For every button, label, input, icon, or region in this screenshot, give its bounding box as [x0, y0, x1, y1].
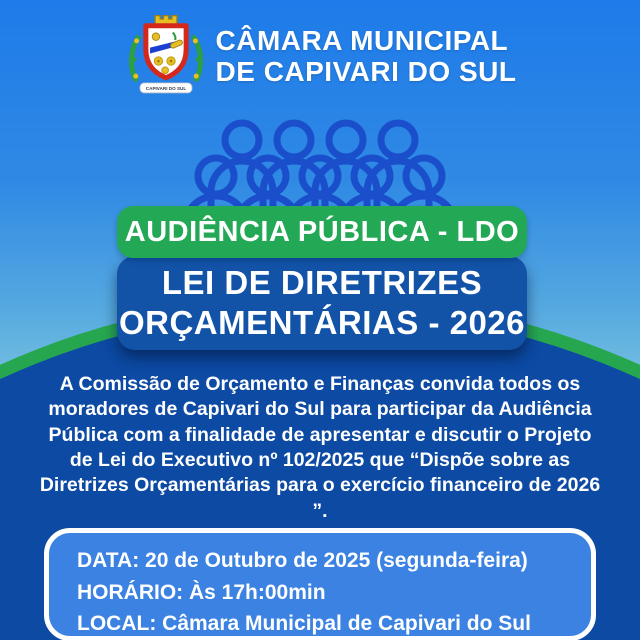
crest-ribbon-text: CAPIVARI DO SUL: [145, 86, 186, 92]
municipal-coat-of-arms-icon: [124, 12, 208, 100]
event-title-banner: [117, 206, 527, 258]
detail-row-location: LOCAL: Câmara Municipal de Capivari do Sul: [77, 612, 531, 635]
event-title-text: AUDIÊNCIA PÚBLICA - LDO: [124, 215, 520, 248]
invitation-text: A Comissão de Orçamento e Finanças convida todos os moradores de Capivari do Sul para participar da Audiência Pública com a finalidade de apresentar e discutir o Projeto de Lei do Executivo nº 102/2025 que “Dispõe sobre as Diretrizes Orçamentárias para o exercício financeiro de 2026 ”.: [39, 373, 601, 522]
detail-row-time: HORÁRIO: Às 17h:00min: [77, 580, 326, 604]
law-title-line2: ORÇAMENTÁRIAS - 2026: [118, 304, 526, 341]
chamber-title: [216, 25, 517, 88]
detail-row-date: DATA: 20 de Outubro de 2025 (segunda-feira): [77, 549, 528, 572]
audience-crowd-icon: [170, 100, 470, 212]
header: [0, 12, 640, 100]
law-title-banner: [117, 256, 527, 350]
chamber-title-line1: CÂMARA MUNICIPAL: [215, 24, 509, 56]
event-details-card: [44, 528, 596, 640]
law-title-line1: LEI DE DIRETRIZES: [161, 263, 483, 301]
chamber-title-line2: DE CAPIVARI DO SUL: [215, 56, 517, 87]
